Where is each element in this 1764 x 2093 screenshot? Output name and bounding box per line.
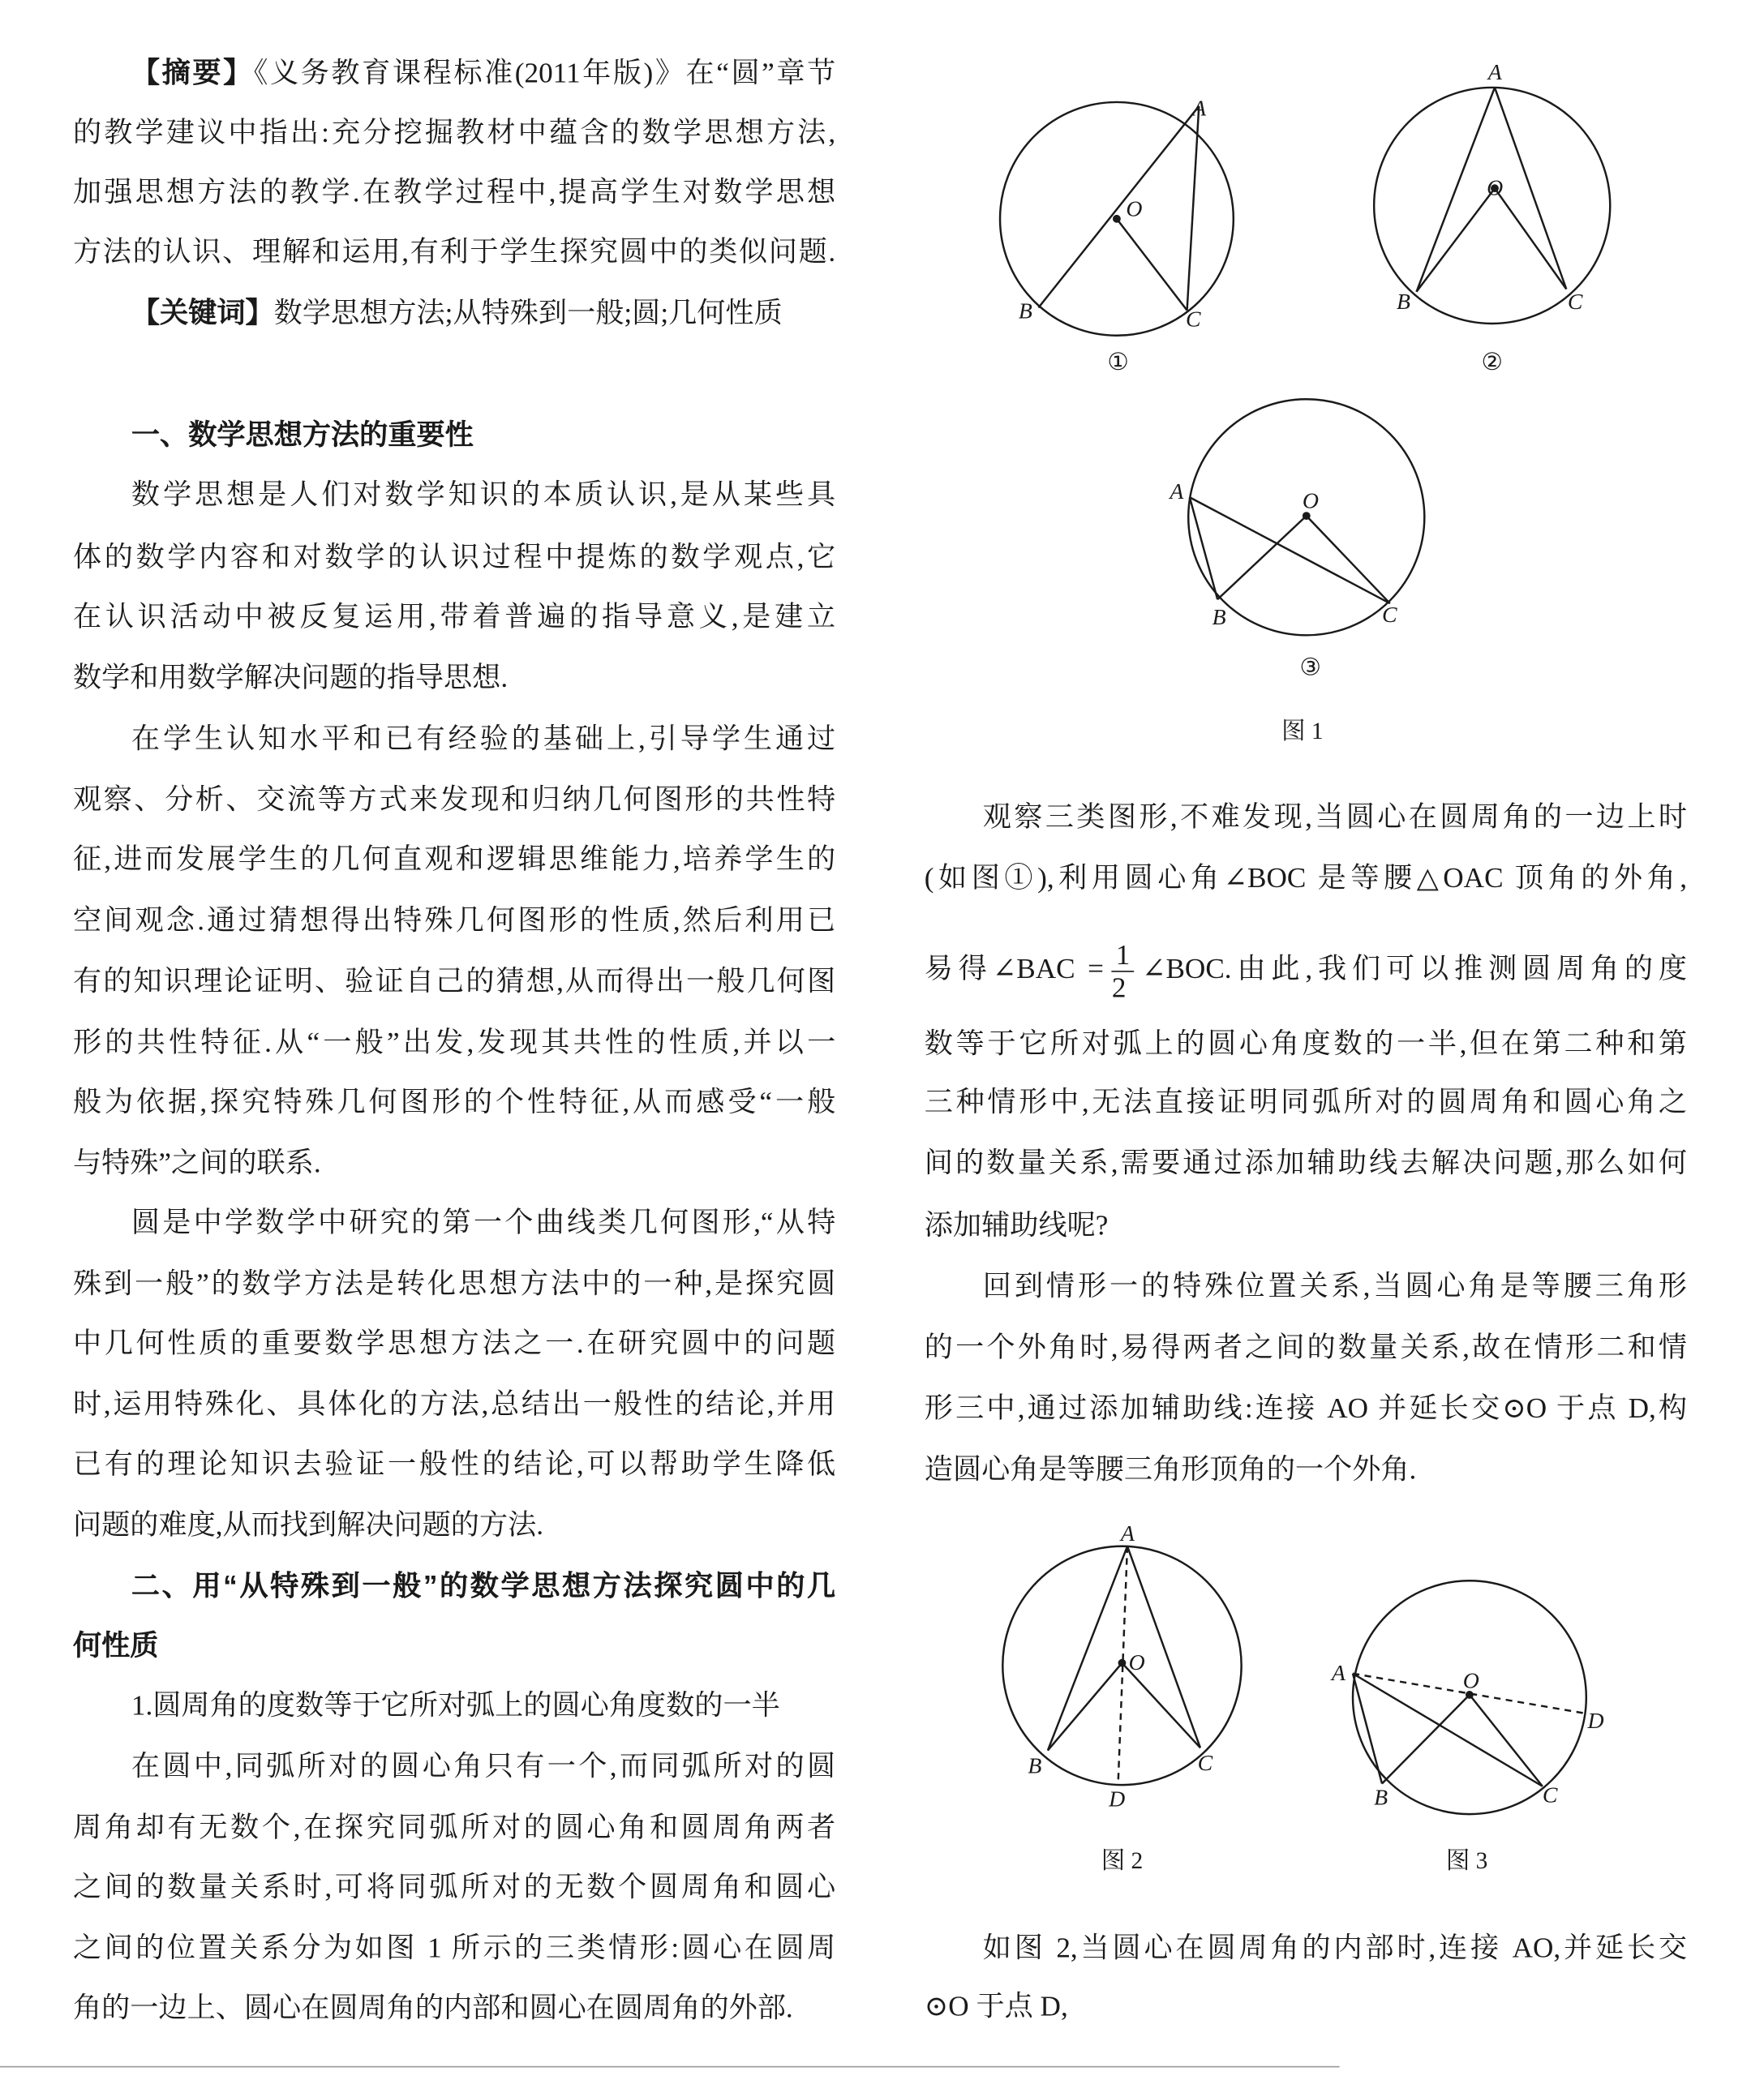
footer-rule <box>0 2066 1340 2068</box>
section-heading-1: 一、数学思想方法的重要性 <box>131 418 474 452</box>
subsection-heading: 1.圆周角的度数等于它所对弧上的圆心角度数的一半 <box>131 1689 780 1722</box>
point-label: A <box>1192 96 1207 122</box>
text-line: 角的一边上、圆心在圆周角的内部和圆心在圆周角的外部. <box>72 1992 793 2024</box>
text-line: 圆是中学数学中研究的第一个曲线类几何图形,“从特 <box>131 1207 836 1239</box>
point-label: C <box>1185 307 1201 332</box>
section-heading-2: 二、用“从特殊到一般”的数学思想方法探究圆中的几 <box>131 1570 836 1602</box>
point-label: A <box>1487 60 1502 86</box>
text-line: 间的数量关系,需要通过添加辅助线去解决问题,那么如何 <box>924 1147 1688 1179</box>
text-line: 形的共性特征.从“一般”出发,发现其共性的性质,并以一 <box>72 1026 836 1058</box>
text-line: 数学思想是人们对数学知识的本质认识,是从某些具 <box>131 478 836 511</box>
text-line: 般为依据,探究特殊几何图形的个性特征,从而感受“一般 <box>72 1086 836 1118</box>
text-line: 在认识活动中被反复运用,带着普遍的指导意义,是建立 <box>72 600 836 633</box>
point-label: O <box>1126 196 1143 222</box>
point-label: B <box>1018 298 1032 324</box>
text-line: 周角却有无数个,在探究同弧所对的圆心角和圆周角两者 <box>72 1811 836 1844</box>
point-label: O <box>1128 1649 1145 1675</box>
abstract-line: 的教学建议中指出:充分挖掘教材中蕴含的数学思想方法, <box>72 116 836 149</box>
point-label: O <box>1302 488 1319 514</box>
point-label: A <box>1331 1660 1346 1686</box>
text-line: 体的数学内容和对数学的认识过程中提炼的数学观点,它 <box>72 541 836 573</box>
keywords: 数学思想方法;从特殊到一般;圆;几何性质 <box>273 297 783 329</box>
text-line: 与特殊”之间的联系. <box>72 1147 321 1179</box>
text-line: 已有的理论知识去验证一般性的结论,可以帮助学生降低 <box>72 1448 836 1480</box>
abstract-line: 加强思想方法的教学.在教学过程中,提高学生对数学思想 <box>72 176 836 208</box>
abstract-line: 【摘要】《义务教育课程标准(2011年版)》在“圆”章节 <box>131 57 836 89</box>
text-line: 的一个外角时,易得两者之间的数量关系,故在情形二和情 <box>924 1331 1688 1364</box>
text-line: 观察三类图形,不难发现,当圆心在圆周角的一边上时 <box>982 800 1688 833</box>
text-line: 之间的位置关系分为如图 1 所示的三类情形:圆心在圆周 <box>72 1932 836 1964</box>
text-line: 回到情形一的特殊位置关系,当圆心角是等腰三角形 <box>982 1270 1688 1302</box>
point-label: C <box>1542 1782 1558 1808</box>
text-line: 观察、分析、交流等方式来发现和归纳几何图形的共性特 <box>72 783 836 816</box>
point-label: B <box>1028 1753 1042 1779</box>
point-label: C <box>1197 1751 1213 1777</box>
text-line: 数等于它所对弧上的圆心角度数的一半,但在第二种和第 <box>924 1027 1688 1060</box>
point-label: O <box>1462 1668 1479 1694</box>
text-line: 在圆中,同弧所对的圆心角只有一个,而同弧所对的圆 <box>131 1750 836 1782</box>
figure-1-case-2 <box>1374 88 1610 324</box>
text-line: 形三中,通过添加辅助线:连接 AO 并延长交⊙O 于点 D,构 <box>924 1392 1688 1425</box>
center-dots <box>1113 184 1499 1699</box>
point-label: C <box>1567 290 1583 315</box>
section-heading-2-cont: 何性质 <box>72 1629 159 1662</box>
text-line: (如图①),利用圆心角∠BOC 是等腰△OAC 顶角的外角, <box>924 861 1688 894</box>
text-line: 在学生认知水平和已有经验的基础上,引导学生通过 <box>131 723 836 755</box>
text-line: 征,进而发展学生的几何直观和逻辑思维能力,培养学生的 <box>72 843 836 876</box>
subfigure-label-3: ③ <box>1299 654 1321 681</box>
text-line: 三种情形中,无法直接证明同弧所对的圆周角和圆心角之 <box>924 1086 1688 1118</box>
text-line: 有的知识理论证明、验证自己的猜想,从而得出一般几何图 <box>72 965 836 997</box>
text-line: ⊙O 于点 D, <box>924 1990 1068 2022</box>
abstract-line: 方法的认识、理解和运用,有利于学生探究圆中的类似问题. <box>72 236 836 268</box>
point-label: C <box>1381 602 1397 628</box>
subfigure-label-1: ① <box>1107 350 1129 376</box>
fraction-one-half: $\frac{1}{2}$ <box>1112 939 1134 1004</box>
text-line: 数学和用数学解决问题的指导思想. <box>72 662 509 694</box>
text-line: 中几何性质的重要数学思想方法之一.在研究圆中的问题 <box>72 1327 836 1360</box>
text-line: 造圆心角是等腰三角形顶角的一个外角. <box>924 1453 1417 1486</box>
text-line: 空间观念.通过猜想得出特殊几何图形的性质,然后利用已 <box>72 904 836 937</box>
keywords-label: 【关键词】 <box>131 297 274 329</box>
point-label: O <box>1487 175 1504 201</box>
text-line: 时,运用特殊化、具体化的方法,总结出一般性的结论,并用 <box>72 1388 836 1421</box>
point-label: D <box>1587 1708 1604 1734</box>
point-label: B <box>1396 290 1410 315</box>
point-label: A <box>1120 1521 1135 1547</box>
subfigure-label-2: ② <box>1481 350 1503 376</box>
text-line: 问题的难度,从而找到解决问题的方法. <box>72 1508 544 1542</box>
figure-1-caption: 图 1 <box>1281 718 1324 744</box>
point-label: B <box>1212 605 1226 631</box>
point-label: B <box>1374 1785 1388 1811</box>
figure-3-caption: 图 3 <box>1445 1848 1488 1875</box>
text-line: 添加辅助线呢? <box>924 1209 1109 1242</box>
abstract-label: 【摘要】 <box>131 57 254 89</box>
text-line: 殊到一般”的数学方法是转化思想方法中的一种,是探究圆 <box>72 1267 836 1300</box>
text-line: 之间的数量关系时,可将同弧所对的无数个圆周角和圆心 <box>72 1871 836 1903</box>
figure-2-caption: 图 2 <box>1101 1848 1144 1875</box>
point-label: A <box>1170 478 1184 504</box>
fraction-line: 易得∠BAC = $\frac{1}{2}$ ∠BOC.由此,我们可以推测圆周角的度 <box>924 938 1688 1004</box>
point-label: D <box>1109 1786 1126 1812</box>
text-line: 如图 2,当圆心在圆周角的内部时,连接 AO,并延长交 <box>982 1932 1688 1964</box>
